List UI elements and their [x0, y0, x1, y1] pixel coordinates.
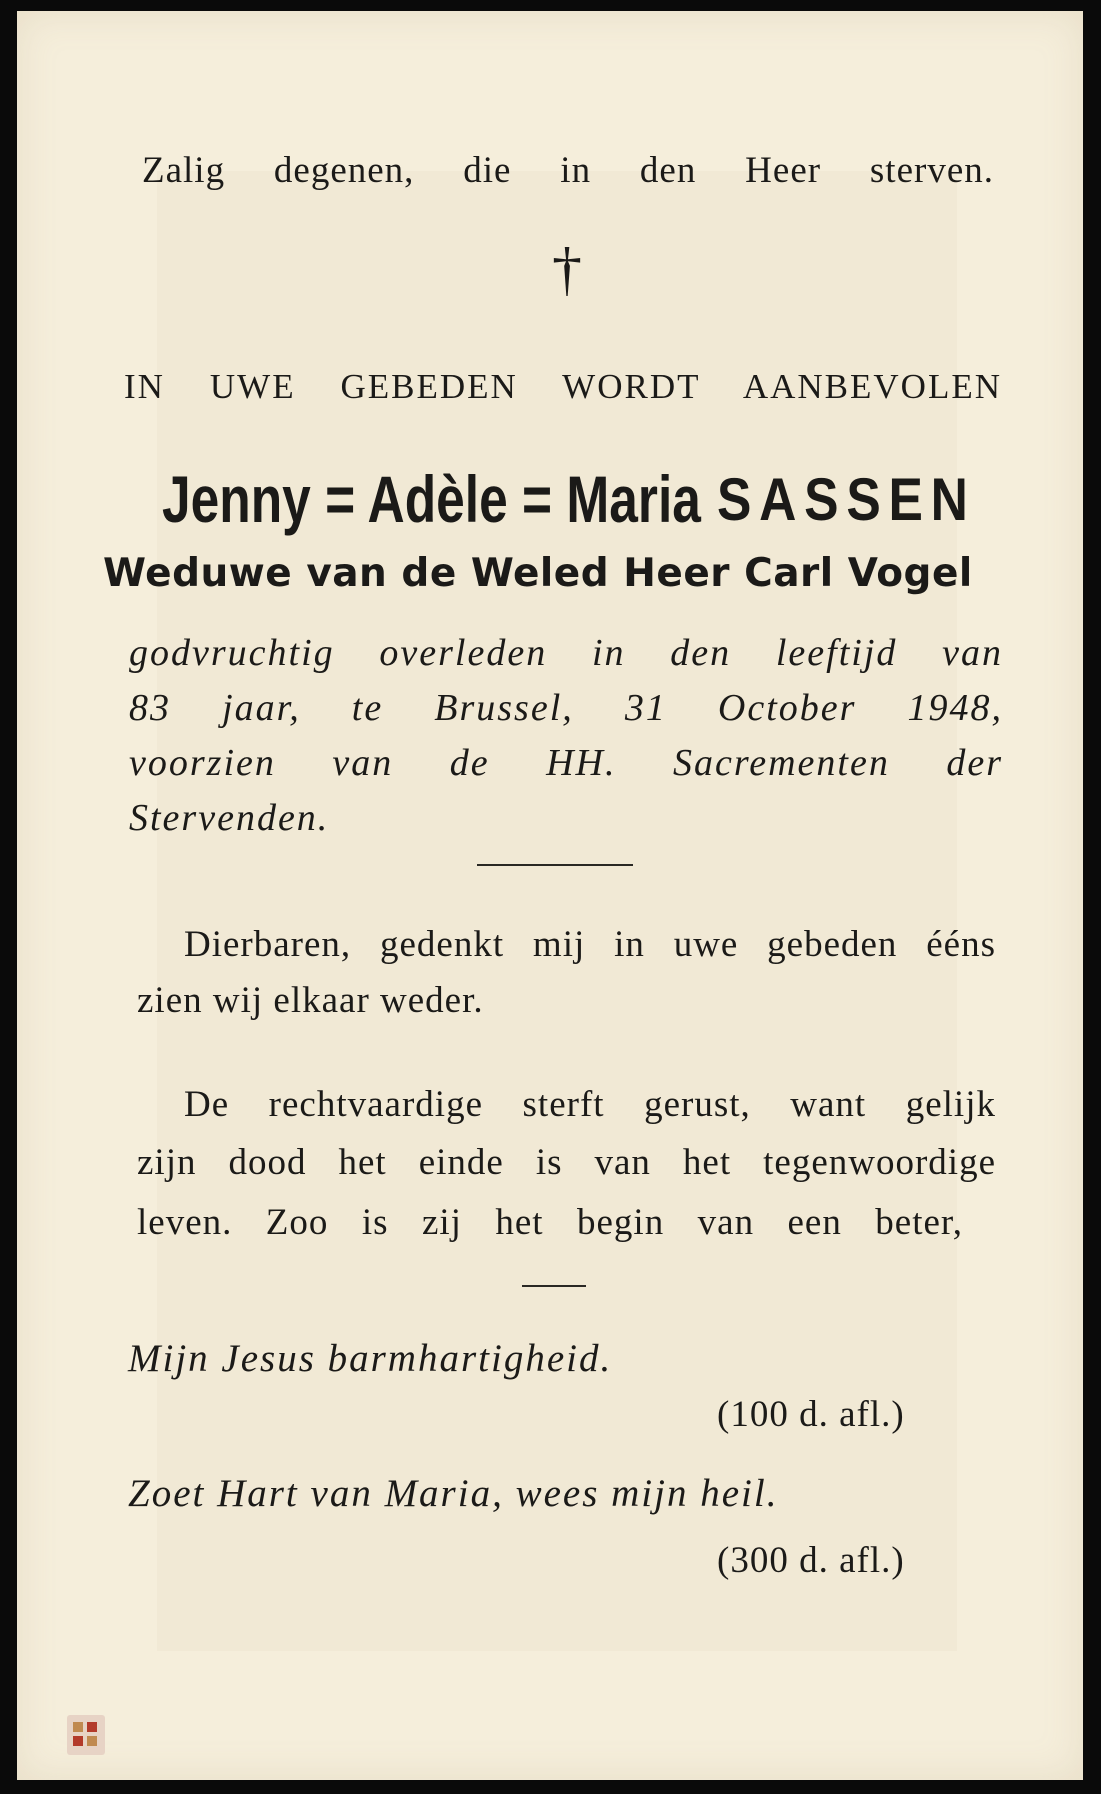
- deceased-surname: SASSEN: [717, 466, 976, 533]
- cross-icon: †: [552, 236, 582, 302]
- death-line: voorzien van de HH. Sacrementen der: [129, 742, 1003, 784]
- death-line: 83 jaar, te Brussel, 31 October 1948,: [129, 687, 1003, 729]
- death-line: godvruchtig overleden in den leeftijd van: [129, 632, 1003, 674]
- deceased-given-names: Jenny = Adèle = Maria: [162, 462, 701, 536]
- paragraph-line: zijn dood het einde is van het tegenwoordige: [137, 1142, 996, 1183]
- motto-line: Zalig degenen, die in den Heer sterven.: [142, 150, 994, 191]
- memorial-card: [17, 11, 1083, 1780]
- death-line: Stervenden.: [129, 797, 330, 839]
- prayer-line: Zoet Hart van Maria, wees mijn heil.: [128, 1472, 779, 1515]
- divider: [522, 1285, 586, 1287]
- paragraph-line: Dierbaren, gedenkt mij in uwe gebeden ééns: [184, 924, 996, 965]
- paragraph-line: De rechtvaardige sterft gerust, want gelijk: [184, 1084, 996, 1125]
- paragraph-line: zien wij elkaar weder.: [137, 980, 484, 1021]
- widow-line: Weduwe van de Weled Heer Carl Vogel: [103, 551, 973, 596]
- recommend-heading: IN UWE GEBEDEN WORDT AANBEVOLEN: [124, 367, 1002, 406]
- paragraph-line: leven. Zoo is zij het begin van een beter,: [137, 1202, 963, 1243]
- indulgence-note: (300 d. afl.): [717, 1540, 905, 1581]
- prayer-line: Mijn Jesus barmhartigheid.: [128, 1337, 613, 1380]
- indulgence-note: (100 d. afl.): [717, 1394, 905, 1435]
- heraldic-seal-icon: [67, 1715, 105, 1755]
- divider: [477, 864, 633, 866]
